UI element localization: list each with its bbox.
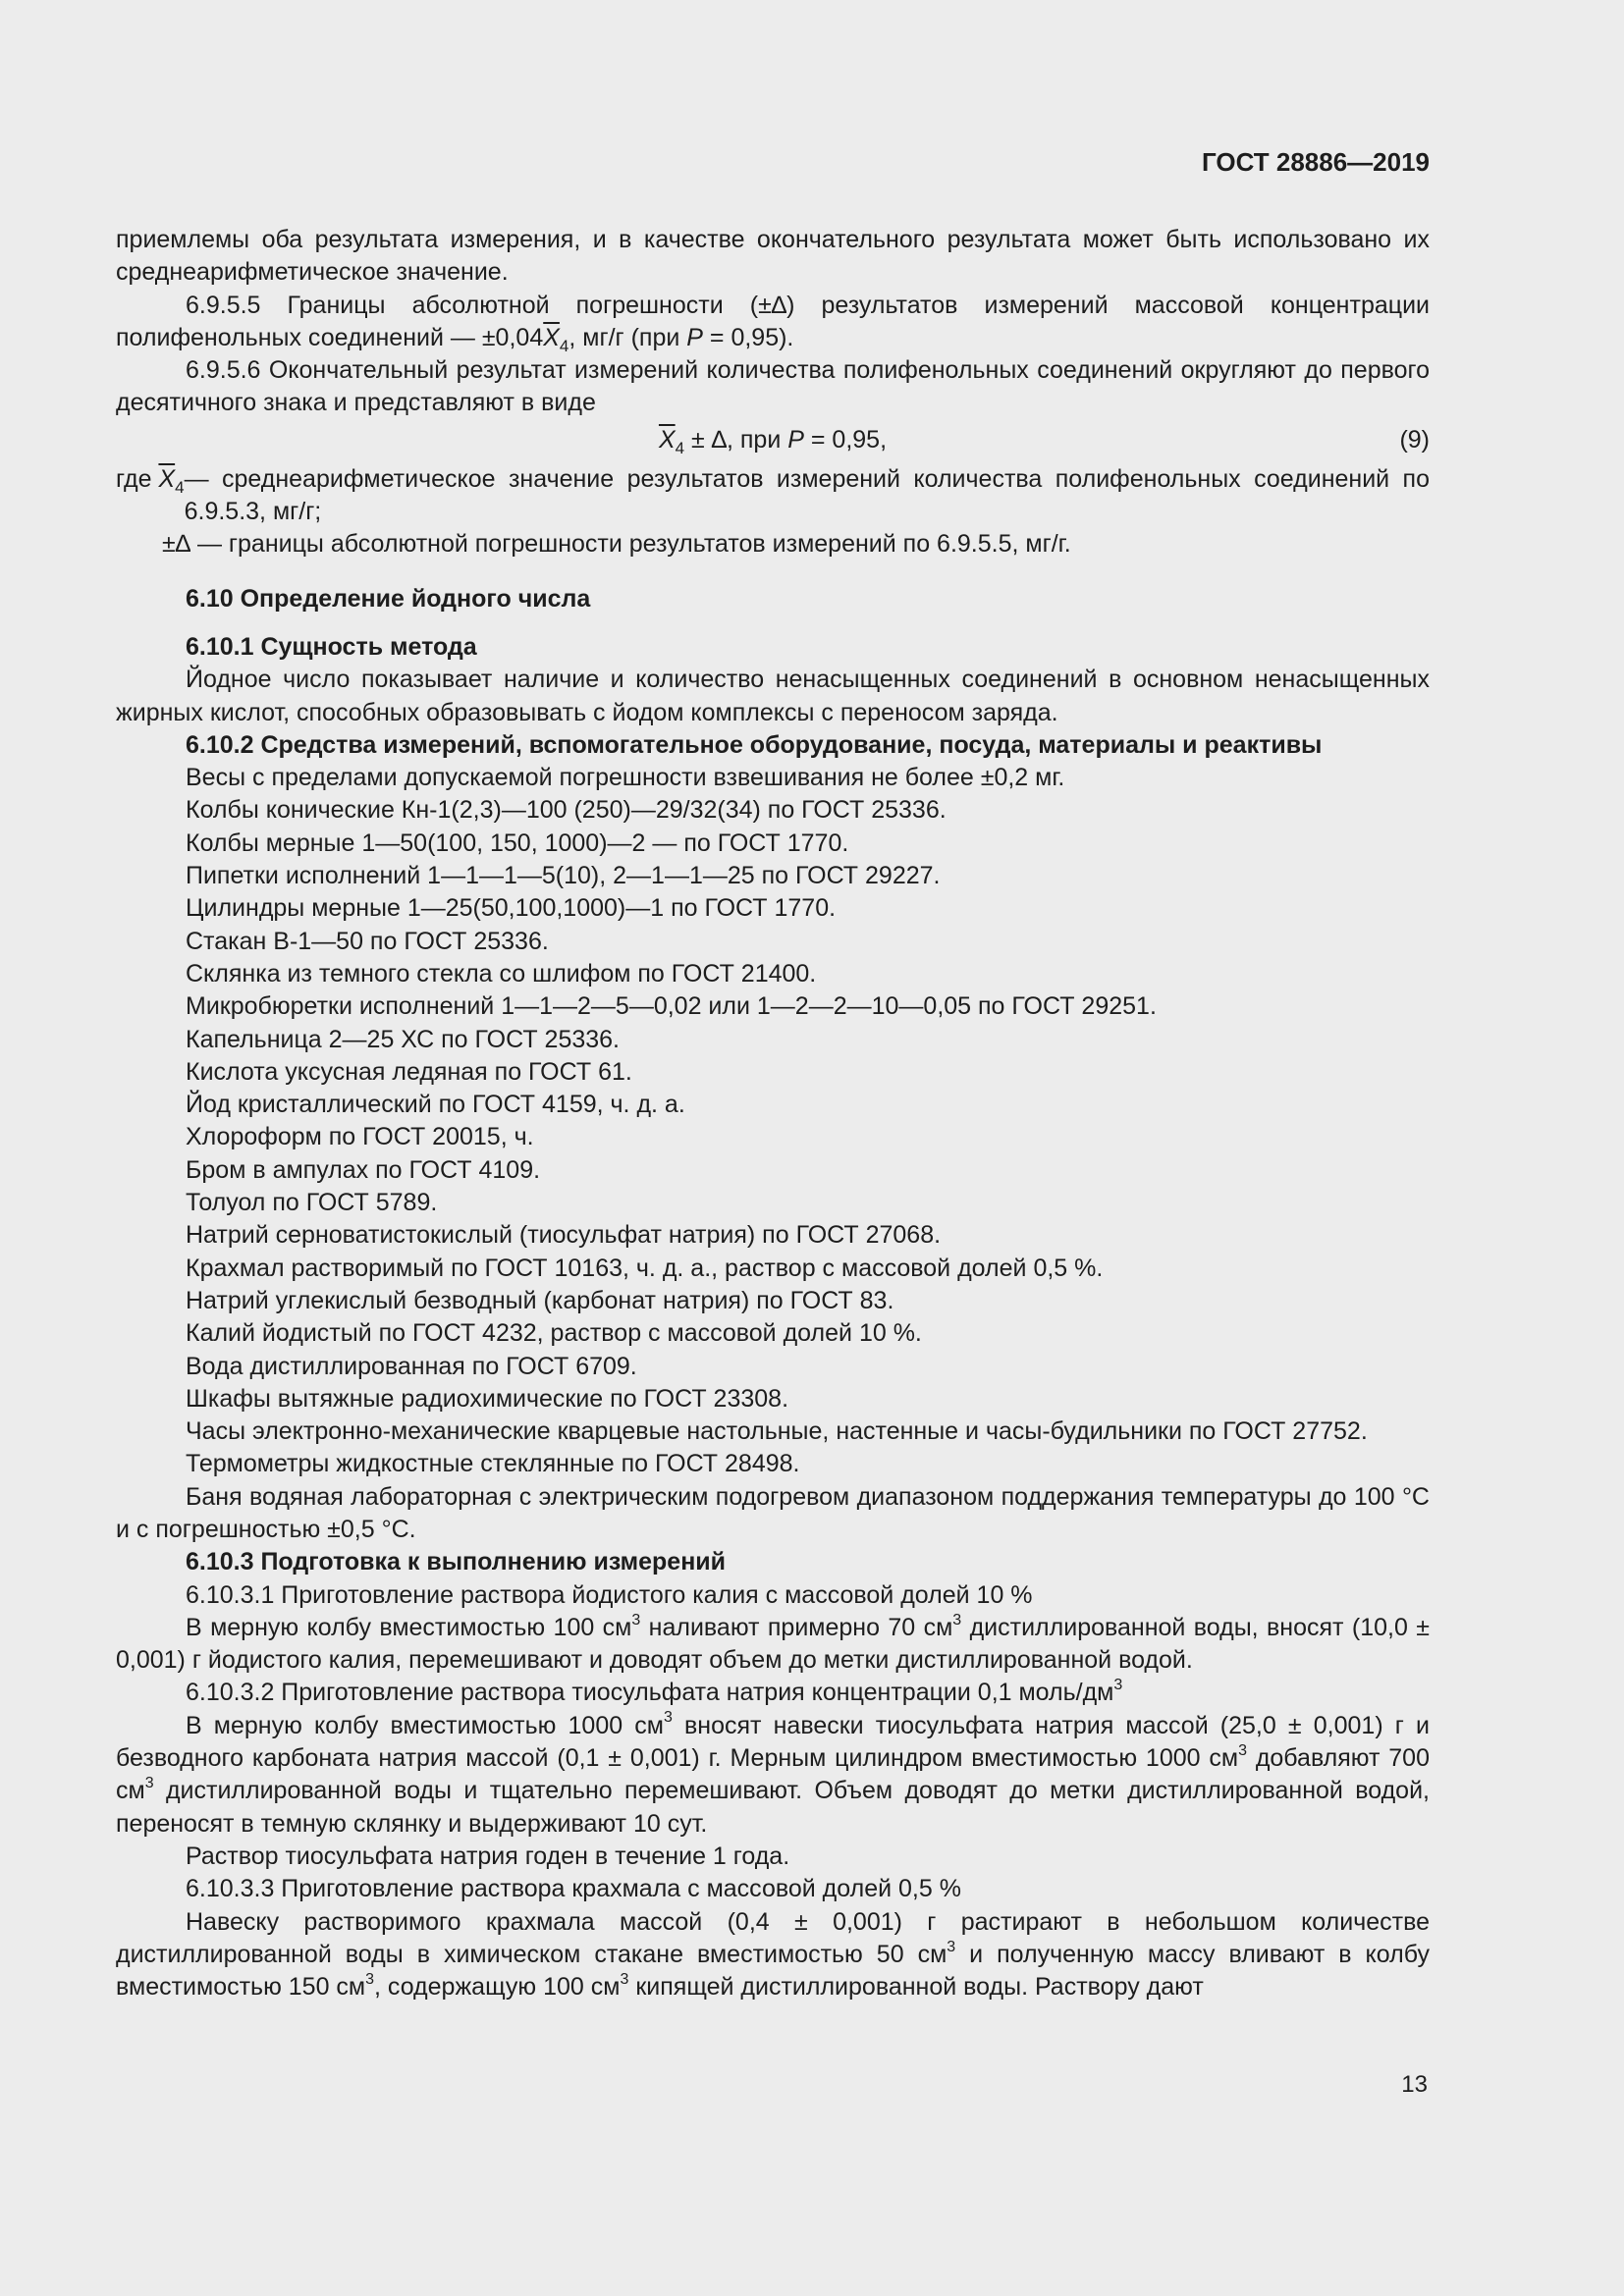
paragraph-6-9-5-6: 6.9.5.6 Окончательный результат измерений количества полифенольных соединений округляют до первого десятичного знака и представляют в виде [116,356,1430,417]
list-item: Вода дистиллированная по ГОСТ 6709. [186,1352,637,1380]
section-6-10-2-title: 6.10.2 Средства измерений, вспомогательное оборудование, посуда, материалы и реактивы [186,730,1323,759]
list-item: Шкафы вытяжные радиохимические по ГОСТ 23308. [186,1384,789,1413]
list-item: Крахмал растворимый по ГОСТ 10163, ч. д. а., раствор с массовой долей 0,5 %. [186,1254,1104,1282]
list-item: Пипетки исполнений 1—1—1—5(10), 2—1—1—25 по ГОСТ 29227. [186,862,941,890]
list-item: Натрий серноватистокислый (тиосульфат натрия) по ГОСТ 27068. [186,1221,942,1250]
list-item: Натрий углекислый безводный (карбонат натрия) по ГОСТ 83. [186,1286,894,1314]
definition-delta: ±∆ — границы абсолютной погрешности результатов измерений по 6.9.5.5, мг/г. [162,530,1071,559]
section-6-10-1-text: Йодное число показывает наличие и количество ненасыщенных соединений в основном ненасыщенных жирных кислот, способных образовывать с йодом комплексы с переносом заряда. [116,666,1430,726]
formula-9 [116,420,1430,463]
section-6-10-title: 6.10 Определение йодного числа [186,584,591,613]
list-item: Йод кристаллический по ГОСТ 4159, ч. д. а. [186,1091,685,1119]
subsection-6-10-3-1-title: 6.10.3.1 Приготовление раствора йодистого калия с массовой долей 10 % [186,1580,1033,1609]
equipment-list [116,762,1430,1546]
list-item: Колбы конические Кн-1(2,3)—100 (250)—29/32(34) по ГОСТ 25336. [186,796,947,825]
list-item: Микробюретки исполнений 1—1—2—5—0,02 или 1—2—2—10—0,05 по ГОСТ 29251. [186,992,1157,1021]
list-item: Толуол по ГОСТ 5789. [186,1189,438,1217]
page-content [116,224,1430,2003]
list-item: Цилиндры мерные 1—25(50,100,1000)—1 по ГОСТ 1770. [186,894,837,923]
list-item: Кислота уксусная ледяная по ГОСТ 61. [186,1057,632,1086]
list-item: Калий йодистый по ГОСТ 4232, раствор с массовой долей 10 %. [186,1319,922,1348]
list-item: Термометры жидкостные стеклянные по ГОСТ 28498. [186,1450,800,1478]
list-item: Баня водяная лабораторная с электрическим подогревом диапазоном поддержания температуры до 100 °С и с погрешностью ±0,5 °С. [116,1482,1430,1543]
list-item: Колбы мерные 1—50(100, 150, 1000)—2 — по ГОСТ 1770. [186,828,849,857]
paragraph-6-9-5-5: 6.9.5.5 Границы абсолютной погрешности (±∆) результатов измерений массовой концентрации полифенольных соединений — $\pm 0,04\overline{X}_4$, мг/г (при P = 0,95). [116,291,1430,355]
list-item: Капельница 2—25 ХС по ГОСТ 25336. [186,1025,621,1053]
page-number: 13 [1401,2071,1428,2098]
list-item: Часы электронно-механические кварцевые настольные, настенные и часы-будильники по ГОСТ 27752. [186,1417,1368,1446]
subsection-6-10-3-3-title: 6.10.3.3 Приготовление раствора крахмала с массовой долей 0,5 % [186,1875,961,1903]
section-6-10-1-title: 6.10.1 Сущность метода [186,632,477,661]
list-item: Весы с пределами допускаемой погрешности взвешивания не более ±0,2 мг. [186,764,1065,792]
formula-number: (9) [1399,425,1430,454]
intro-paragraph: приемлемы оба результата измерения, и в качестве окончательного результата может быть использовано их среднеарифметическое значение. [116,226,1430,287]
list-item: Стакан В-1—50 по ГОСТ 25336. [186,927,549,955]
subsection-6-10-3-2-title: 6.10.3.2 Приготовление раствора тиосульфата натрия концентрации 0,1 моль/$дм^3$ [186,1677,1123,1707]
list-item: Хлороформ по ГОСТ 20015, ч. [186,1123,534,1151]
subsection-6-10-3-1-text: В мерную колбу вместимостью 100 $см^3$ наливают примерно 70 $см^3$ дистиллированной воды, вносят (10,0 ± 0,001) г йодистого калия, перемешивают и доводят объем до метки дистиллированной водой. [116,1611,1430,1675]
formula-expression: $\overline{X}_4$ ± ∆, при P = 0,95, [658,425,888,457]
definition-mean: где $\overline{X}_4$ — среднеарифметическое значение результатов измерений количества полифенольных соединений по 6.9.5.3, мг/г; [116,464,1430,526]
subsection-6-10-3-2-text: В мерную колбу вместимостью 1000 $см^3$ вносят навески тиосульфата натрия массой (25,0 ± 0,001) г и безводного карбоната натрия массой (0,1 ± 0,001) г. Мерным цилиндром вместимостью 1000 $см^3$ добавляют 700 $см^3$ дистиллированной воды и тщательно перемешивают. Объем доводят до метки дистиллированной водой, переносят в темную склянку и выдерживают 10 сут. [116,1709,1430,1838]
subsection-6-10-3-3-text: Навеску растворимого крахмала массой (0,4 ± 0,001) г растирают в небольшом количестве дистиллированной воды в химическом стакане вместимостью 50 $см^3$ и полученную массу вливают в колбу вместимостью 150 $см^3$, содержащую 100 $см^3$ кипящей дистиллированной воды. Раствору дают [116,1907,1430,2002]
list-item: Склянка из темного стекла со шлифом по ГОСТ 21400. [186,959,817,988]
section-6-10-3-title: 6.10.3 Подготовка к выполнению измерений [186,1548,727,1576]
subsection-6-10-3-2-note: Раствор тиосульфата натрия годен в течение 1 года. [186,1842,790,1870]
list-item: Бром в ампулах по ГОСТ 4109. [186,1155,541,1184]
standard-number: ГОСТ 28886—2019 [1202,147,1430,177]
